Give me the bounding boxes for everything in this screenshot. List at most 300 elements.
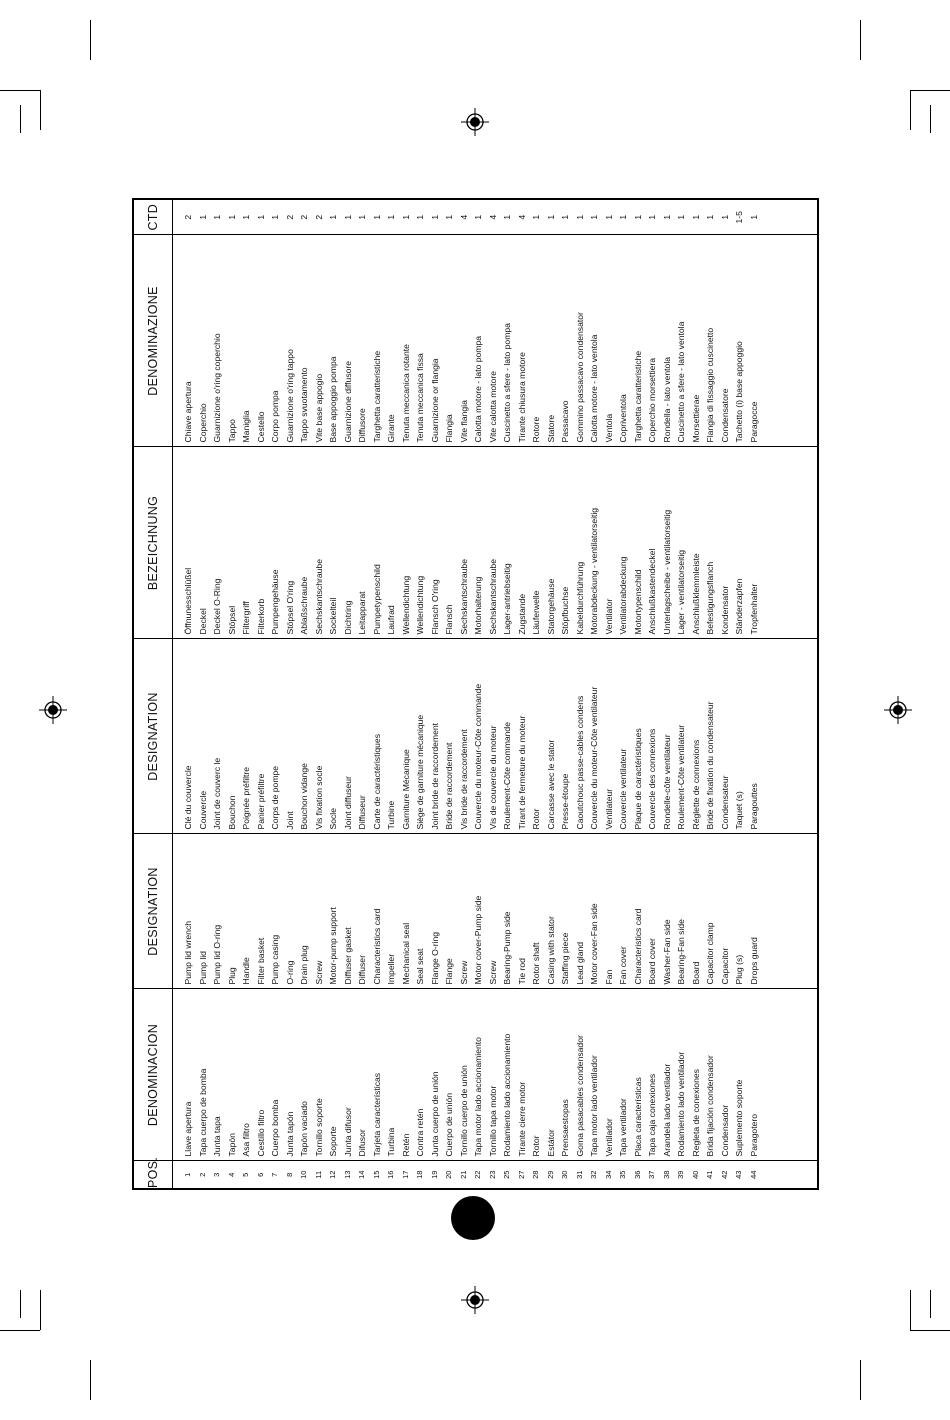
cell-it: Vite calotta motore: [486, 235, 501, 447]
cell-fr: Garniture Mécanique: [399, 639, 414, 834]
table-row: [312, 200, 327, 1188]
crop-mark: [910, 1330, 950, 1331]
cell-pos: 23: [487, 1170, 497, 1179]
cell-fr: Rondelle-côte ventilateur: [660, 639, 675, 834]
table-row: [674, 200, 689, 1188]
cell-it: Corpo pompa: [268, 235, 283, 447]
cell-qty: 1: [544, 200, 559, 235]
cell-en: Mechanical seal: [399, 834, 414, 989]
cell-es: Junta tapón: [283, 989, 298, 1161]
cell-de: Unterlagscheibe - ventilatorseitig: [660, 447, 675, 639]
cell-de: Flansch O'ring: [428, 447, 443, 639]
cell-pos: 42: [719, 1170, 729, 1179]
cell-en: Flange O-ring: [428, 834, 443, 989]
table-row: [283, 200, 298, 1188]
table-row: [718, 200, 733, 1188]
cell-it: Cuscinetto a sfere - lato pompa: [500, 235, 515, 447]
table-row: [210, 200, 225, 1188]
crop-mark: [910, 1290, 911, 1330]
cell-en: Bearing-Pump side: [500, 834, 515, 989]
cell-qty: 1-5: [732, 200, 747, 235]
cell-es: Tapa motor lado accionamiento: [471, 989, 486, 1161]
cell-it: Statore: [544, 235, 559, 447]
cell-es: Goma pasacables condensador: [573, 989, 588, 1161]
cell-fr: Rotor: [529, 639, 544, 834]
cell-en: Bearing-Fan side: [674, 834, 689, 989]
table-filler-row: [761, 200, 817, 1188]
cell-fr: Taquet (s): [732, 639, 747, 834]
cell-qty: 2: [283, 200, 298, 235]
cell-fr: Vis fixation socle: [312, 639, 327, 834]
table-row: [355, 200, 370, 1188]
cell-es: Regleta de conexiones: [689, 989, 704, 1161]
crop-mark: [0, 90, 40, 91]
cell-es: Junta cuerpo de unión: [428, 989, 443, 1161]
cell-fr: Tirant de fermeture du moteur: [515, 639, 530, 834]
crop-mark: [20, 105, 21, 133]
cell-fr: Joint: [283, 639, 298, 834]
cell-pos: 35: [618, 1170, 627, 1179]
cell-qty: 4: [515, 200, 530, 235]
cell-qty: 1: [660, 200, 675, 235]
cell-es: Tirante cierre motor: [515, 989, 530, 1161]
table-row: [268, 200, 283, 1188]
table-row: [442, 200, 457, 1188]
crop-mark: [40, 1290, 41, 1330]
cell-de: Stöpsel O'ring: [283, 447, 298, 639]
crop-mark: [20, 1290, 21, 1318]
cell-qty: 1: [210, 200, 225, 235]
cell-pos: 41: [705, 1170, 714, 1179]
cell-it: Targhetta caratteristiche: [631, 235, 646, 447]
cell-pos: 4: [226, 1172, 236, 1177]
table-row: [529, 200, 544, 1188]
cell-es: Tornillo soporte: [312, 989, 327, 1161]
cell-qty: 1: [413, 200, 428, 235]
cell-fr: Poignée préfiltre: [239, 639, 254, 834]
header-fr: DESIGNATION: [134, 639, 173, 834]
cell-de: Laufrad: [384, 447, 399, 639]
cell-it: Cuscinetto a sfere - lato ventola: [674, 235, 689, 447]
registration-mark-icon: [461, 1286, 489, 1314]
cell-en: Staffing piece: [558, 834, 573, 989]
cell-it: Flangia di fissaggio cuscinetto: [703, 235, 718, 447]
table-row: [254, 200, 269, 1188]
cell-de: Sechskantschraube: [486, 447, 501, 639]
cell-de: Stöpsel: [225, 447, 240, 639]
cell-en: Capacitor clamp: [703, 834, 718, 989]
table-row: [326, 200, 341, 1188]
cell-qty: 1: [268, 200, 283, 235]
cell-de: Kondensator: [718, 447, 733, 639]
cell-fr: Paragouttes: [747, 639, 762, 834]
cell-fr: Turbine: [384, 639, 399, 834]
cell-en: Board: [689, 834, 704, 989]
cell-qty: 4: [486, 200, 501, 235]
table-row: [660, 200, 675, 1188]
cell-en: Fan cover: [616, 834, 631, 989]
cell-fr: Bouchon vidange: [297, 639, 312, 834]
cell-pos: 7: [270, 1172, 279, 1177]
crop-mark: [90, 1360, 91, 1400]
cell-it: Flangia: [442, 235, 457, 447]
cell-qty: 1: [500, 200, 515, 235]
cell-qty: 1: [718, 200, 733, 235]
cell-qty: 2: [312, 200, 327, 235]
cell-de: Leitapparat: [355, 447, 370, 639]
cell-de: Lager-antriebseitig: [500, 447, 515, 639]
cell-qty: 1: [355, 200, 370, 235]
cell-pos: 15: [371, 1170, 381, 1179]
cell-fr: Couvercle des connexions: [645, 639, 660, 834]
table-header-row: [134, 200, 173, 1188]
cell-es: Junta tapa: [210, 989, 225, 1161]
crop-mark: [910, 90, 950, 91]
cell-es: Tapa caja conexiones: [645, 989, 660, 1161]
cell-en: Motor-pump support: [326, 834, 341, 989]
page-dot: [451, 1196, 495, 1240]
crop-mark: [40, 90, 41, 130]
cell-qty: 1: [225, 200, 240, 235]
table-row: [471, 200, 486, 1188]
cell-qty: 1: [399, 200, 414, 235]
cell-fr: Socle: [326, 639, 341, 834]
cell-es: Contra retén: [413, 989, 428, 1161]
filler-cell: [761, 200, 817, 235]
cell-it: Copriventola: [616, 235, 631, 447]
cell-qty: 1: [326, 200, 341, 235]
cell-en: Screw: [312, 834, 327, 989]
cell-pos: 44: [748, 1170, 758, 1179]
cell-en: Pump lid O-ring: [210, 834, 225, 989]
cell-de: Ständerzapfen: [732, 447, 747, 639]
cell-it: Ventola: [602, 235, 617, 447]
cell-it: Gommino passacavo condensator: [573, 235, 588, 447]
cell-it: Base appoggio pompa: [326, 235, 341, 447]
table-row: [173, 200, 196, 1188]
cell-de: Öffnunesschlüßel: [173, 447, 196, 639]
registration-mark-icon: [461, 108, 489, 136]
cell-qty: 1: [558, 200, 573, 235]
filler-cell: [761, 447, 817, 639]
cell-it: Guarnizione or flangia: [428, 235, 443, 447]
cell-de: Befestigungsflanch: [703, 447, 718, 639]
cell-en: Characteristics card: [370, 834, 385, 989]
filler-cell: [761, 834, 817, 989]
table-row: [645, 200, 660, 1188]
cell-es: Condensador: [718, 989, 733, 1161]
cell-fr: Joint bride de raccordement: [428, 639, 443, 834]
cell-qty: 1: [239, 200, 254, 235]
cell-it: Rondella - lato ventola: [660, 235, 675, 447]
cell-fr: Vis bride de raccordement: [457, 639, 472, 834]
cell-de: Sechskantschraube: [312, 447, 327, 639]
cell-qty: 1: [442, 200, 457, 235]
cell-en: Pump lid wrench: [173, 834, 196, 989]
cell-pos: 19: [429, 1170, 439, 1179]
cell-fr: Plaque de caractéristiques: [631, 639, 646, 834]
cell-es: Tornillo cuerpo de unión: [457, 989, 472, 1161]
cell-fr: Panier préfiltre: [254, 639, 269, 834]
cell-it: Maniglia: [239, 235, 254, 447]
table-row: [558, 200, 573, 1188]
cell-pos: 13: [342, 1170, 352, 1179]
cell-en: Casing with stator: [544, 834, 559, 989]
cell-it: Rotore: [529, 235, 544, 447]
cell-de: Kabeldurchführung: [573, 447, 588, 639]
registration-mark-icon: [39, 696, 67, 724]
header-es: DENOMINACION: [134, 989, 173, 1161]
cell-de: Flansch: [442, 447, 457, 639]
cell-es: Cuerpo bomba: [268, 989, 283, 1161]
header-pos: POS.: [134, 1161, 173, 1188]
cell-pos: 37: [647, 1170, 656, 1179]
header-it: DENOMINAZIONE: [134, 235, 173, 447]
cell-en: Filter basket: [254, 834, 269, 989]
cell-pos: 32: [589, 1170, 598, 1179]
cell-pos: 1: [183, 1172, 192, 1177]
table-row: [515, 200, 530, 1188]
cell-es: Ventilador: [602, 989, 617, 1161]
cell-fr: Clé du couvercle: [173, 639, 196, 834]
cell-qty: 1: [254, 200, 269, 235]
cell-it: Targhetta caratteristiche: [370, 235, 385, 447]
cell-es: Soporte: [326, 989, 341, 1161]
cell-de: Anschlußkastendeckel: [645, 447, 660, 639]
parts-table-frame: [132, 198, 819, 1190]
table-row: [297, 200, 312, 1188]
cell-it: Girante: [384, 235, 399, 447]
cell-pos: 16: [386, 1170, 395, 1179]
table-body: [173, 200, 818, 1188]
cell-qty: 1: [428, 200, 443, 235]
cell-pos: 30: [560, 1170, 569, 1179]
cell-pos: 3: [212, 1172, 221, 1177]
cell-de: Sockelteil: [326, 447, 341, 639]
cell-de: Filtergriff: [239, 447, 254, 639]
cell-de: Wellendichtung: [413, 447, 428, 639]
cell-it: Guarnizione diffusore: [341, 235, 356, 447]
cell-qty: 1: [587, 200, 602, 235]
cell-qty: 1: [471, 200, 486, 235]
cell-en: Screw: [457, 834, 472, 989]
cell-pos: 10: [299, 1170, 308, 1179]
cell-de: Pumpetypenschild: [370, 447, 385, 639]
cell-en: Board cover: [645, 834, 660, 989]
cell-es: Tapa cuerpo de bomba: [196, 989, 211, 1161]
cell-de: Lager - ventilatorseitig: [674, 447, 689, 639]
cell-it: Vite base appogio: [312, 235, 327, 447]
cell-fr: Corps de pompe: [268, 639, 283, 834]
cell-de: Motorabdeckung - ventilatorseitig: [587, 447, 602, 639]
cell-it: Vite flangia: [457, 235, 472, 447]
cell-fr: Couvercle ventilateur: [616, 639, 631, 834]
table-row: [544, 200, 559, 1188]
cell-fr: Diffuseur: [355, 639, 370, 834]
cell-en: Fan: [602, 834, 617, 989]
cell-pos: 14: [357, 1170, 366, 1179]
header-qty: CTD: [134, 200, 173, 235]
cell-qty: 2: [297, 200, 312, 235]
cell-de: Ablaßschraube: [297, 447, 312, 639]
cell-pos: 25: [502, 1170, 511, 1179]
table-row: [370, 200, 385, 1188]
table-row: [225, 200, 240, 1188]
cell-pos: 27: [516, 1170, 526, 1179]
cell-en: Handle: [239, 834, 254, 989]
cell-fr: Vis de couvercle du moteur: [486, 639, 501, 834]
cell-qty: 1: [747, 200, 762, 235]
table-row: [428, 200, 443, 1188]
cell-de: Wellendichtung: [399, 447, 414, 639]
table-row: [732, 200, 747, 1188]
cell-pos: 43: [734, 1170, 743, 1179]
cell-pos: 18: [415, 1170, 424, 1179]
cell-qty: 1: [341, 200, 356, 235]
cell-es: Retén: [399, 989, 414, 1161]
cell-fr: Caoutchouc passe-cables condens: [573, 639, 588, 834]
cell-en: Diffuser gasket: [341, 834, 356, 989]
cell-es: Placa características: [631, 989, 646, 1161]
table-row: [196, 200, 211, 1188]
cell-en: Flange: [442, 834, 457, 989]
cell-it: Coperchio morsettiera: [645, 235, 660, 447]
cell-es: Prensaestopas: [558, 989, 573, 1161]
cell-de: Läuferwelle: [529, 447, 544, 639]
cell-en: Washer-Fan side: [660, 834, 675, 989]
cell-en: Rotor shaft: [529, 834, 544, 989]
cell-pos: 40: [690, 1170, 700, 1179]
cell-it: Tachetto (i) base appoggio: [732, 235, 747, 447]
cell-qty: 1: [703, 200, 718, 235]
cell-de: Motorhalterung: [471, 447, 486, 639]
cell-de: Pumpengehäuse: [268, 447, 283, 639]
cell-pos: 31: [574, 1170, 584, 1179]
cell-de: Zugstande: [515, 447, 530, 639]
cell-it: Tenuta meccanica rotante: [399, 235, 414, 447]
cell-fr: Bride de raccordement: [442, 639, 457, 834]
cell-es: Asa filtro: [239, 989, 254, 1161]
table-row: [631, 200, 646, 1188]
cell-es: Paragotero: [747, 989, 762, 1161]
table-row: [587, 200, 602, 1188]
cell-it: Tappo: [225, 235, 240, 447]
cell-pos: 22: [473, 1170, 482, 1179]
cell-fr: Condensateur: [718, 639, 733, 834]
table-row: [486, 200, 501, 1188]
cell-es: Tapón vaciado: [297, 989, 312, 1161]
cell-pos: 38: [661, 1170, 671, 1179]
cell-es: Difusor: [355, 989, 370, 1161]
cell-de: Motortypenschild: [631, 447, 646, 639]
cell-it: Morsettierae: [689, 235, 704, 447]
table-row: [602, 200, 617, 1188]
cell-es: Llave apertura: [173, 989, 196, 1161]
cell-pos: 17: [400, 1170, 410, 1179]
cell-it: Guarnizione o'ring coperchio: [210, 235, 225, 447]
cell-pos: 28: [531, 1170, 540, 1179]
header-en: DESIGNATION: [134, 834, 173, 989]
cell-it: Passacavo: [558, 235, 573, 447]
cell-pos: 34: [603, 1170, 613, 1179]
filler-cell: [761, 639, 817, 834]
cell-es: Rodamiento lado ventilador: [674, 989, 689, 1161]
cell-qty: 2: [173, 200, 196, 235]
cell-fr: Carcasse avec le stator: [544, 639, 559, 834]
cell-it: Tenuta meccanica fissa: [413, 235, 428, 447]
cell-de: Dichtring: [341, 447, 356, 639]
cell-en: Screw: [486, 834, 501, 989]
filler-cell: [761, 1161, 817, 1188]
cell-fr: Carte de caractéristiques: [370, 639, 385, 834]
cell-pos: 29: [545, 1170, 555, 1179]
cell-qty: 1: [645, 200, 660, 235]
cell-es: Junta difusor: [341, 989, 356, 1161]
cell-fr: Couvercle du moteur-Côte commande: [471, 639, 486, 834]
cell-en: Lead gland: [573, 834, 588, 989]
cell-pos: 11: [313, 1170, 323, 1179]
crop-mark: [930, 105, 931, 133]
cell-en: Plug: [225, 834, 240, 989]
header-de: BEZEICHNUNG: [134, 447, 173, 639]
cell-es: Tapa ventilador: [616, 989, 631, 1161]
cell-es: Rotor: [529, 989, 544, 1161]
cell-en: Pump casing: [268, 834, 283, 989]
cell-fr: Joint de couverc le: [210, 639, 225, 834]
cell-es: Arandela lado ventilador: [660, 989, 675, 1161]
table-row: [239, 200, 254, 1188]
cell-it: Diffusore: [355, 235, 370, 447]
cell-es: Tornillo tapa motor: [486, 989, 501, 1161]
cell-es: Cestillo filtro: [254, 989, 269, 1161]
cell-qty: 1: [529, 200, 544, 235]
filler-cell: [761, 989, 817, 1161]
table-row: [457, 200, 472, 1188]
cell-qty: 1: [573, 200, 588, 235]
cell-en: Impeller: [384, 834, 399, 989]
cell-fr: Réglette de connexions: [689, 639, 704, 834]
crop-mark: [0, 1330, 40, 1331]
cell-pos: 5: [241, 1172, 250, 1177]
cell-it: Cestello: [254, 235, 269, 447]
cell-it: Chiave apertura: [173, 235, 196, 447]
cell-qty: 1: [196, 200, 211, 235]
parts-table: [134, 200, 817, 1188]
cell-de: Ventilator: [602, 447, 617, 639]
cell-es: Brida fijación condensador: [703, 989, 718, 1161]
table-row: [573, 200, 588, 1188]
cell-en: Characteristics card: [631, 834, 646, 989]
cell-qty: 4: [457, 200, 472, 235]
crop-mark: [910, 90, 911, 130]
cell-es: Estátor: [544, 989, 559, 1161]
table-row: [500, 200, 515, 1188]
cell-it: Guarnizione o'ring tappo: [283, 235, 298, 447]
cell-it: Paragocce: [747, 235, 762, 447]
cell-fr: Couvercle: [196, 639, 211, 834]
cell-pos: 8: [284, 1172, 294, 1177]
cell-fr: Bride de fixation du condensateur: [703, 639, 718, 834]
crop-mark: [930, 1290, 931, 1318]
cell-qty: 1: [631, 200, 646, 235]
cell-pos: 36: [632, 1170, 642, 1179]
cell-pos: 2: [197, 1172, 207, 1177]
cell-pos: 12: [328, 1170, 337, 1179]
cell-es: Cuerpo de unión: [442, 989, 457, 1161]
cell-en: Plug (s): [732, 834, 747, 989]
cell-en: Motor cover-Fan side: [587, 834, 602, 989]
cell-it: Coperchio: [196, 235, 211, 447]
